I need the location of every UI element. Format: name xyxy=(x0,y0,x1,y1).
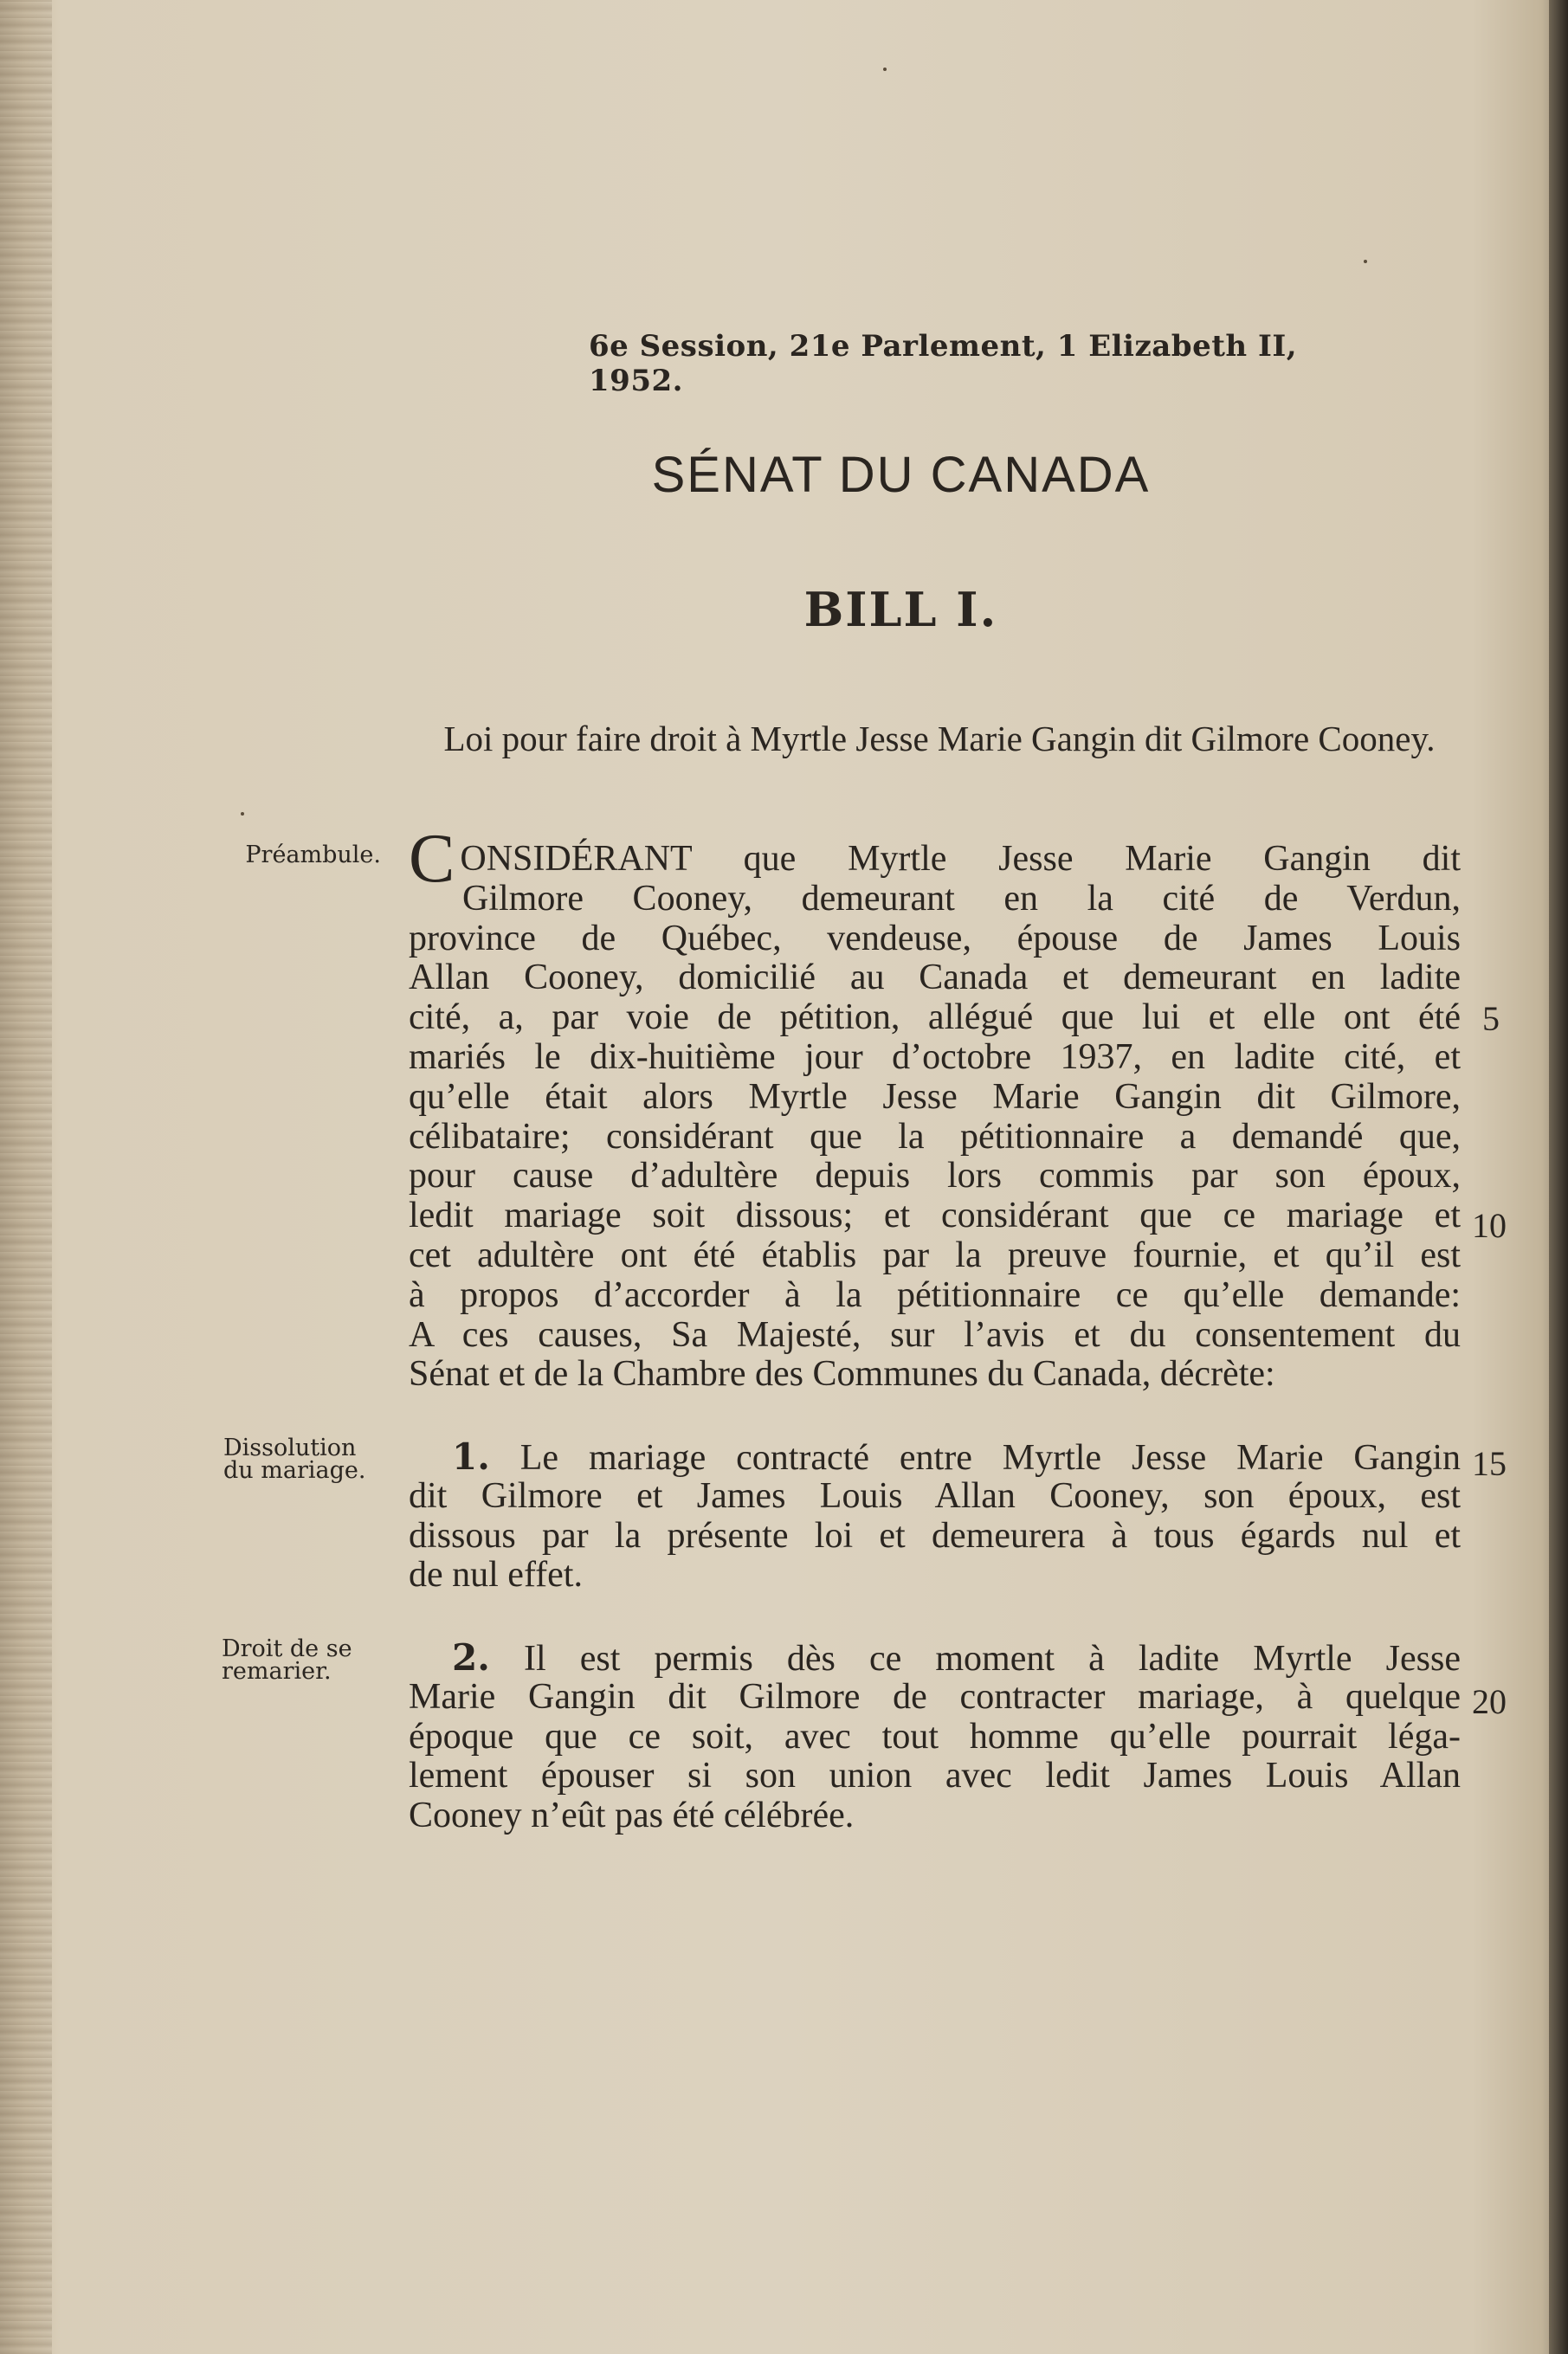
article-1-number: 1. xyxy=(452,1435,490,1478)
margin-note-remarry xyxy=(222,1635,386,1685)
session-header: 6e Session, 21e Parlement, 1 Elizabeth II, 1952. xyxy=(589,329,1298,398)
article-1-line: de nul effet. xyxy=(409,1555,583,1596)
article-2 xyxy=(409,1638,1461,1836)
preamble-line: Allan Cooney, domicilié au Canada et demeurant en ladite xyxy=(409,958,1461,998)
bill-subtitle: Loi pour faire droit à Myrtle Jesse Marie Gangin dit Gilmore Cooney. xyxy=(443,719,1436,758)
line-number: 10 xyxy=(1472,1206,1507,1245)
article-1-line: dit Gilmore et James Louis Allan Cooney, son époux, est xyxy=(409,1475,1461,1516)
article-2-line xyxy=(409,1638,1461,1678)
bill-title: BILL I. xyxy=(803,582,998,637)
preamble-line: célibataire; considérant que la pétitionnaire a demandé que, xyxy=(409,1116,1461,1157)
margin-note-dissolution-line: du mariage. xyxy=(223,1457,366,1484)
preamble-line: qu’elle était alors Myrtle Jesse Marie Gangin dit Gilmore, xyxy=(409,1076,1461,1117)
preamble-line-text: ONSIDÉRANT que Myrtle Jesse Marie Gangin dit xyxy=(460,839,1461,879)
preamble-line: à propos d’accorder à la pétitionnaire ce qu’elle demande: xyxy=(409,1274,1461,1315)
preamble-line: cité, a, par voie de pétition, allégué que lui et elle ont été xyxy=(409,997,1461,1038)
article-2-line: Cooney n’eût pas été célébrée. xyxy=(409,1796,855,1836)
article-1 xyxy=(409,1437,1461,1596)
article-1-line: dissous par la présente loi et demeurera à tous égards nul et xyxy=(409,1515,1461,1556)
margin-note-dissolution xyxy=(223,1437,388,1482)
preamble-line: ledit mariage soit dissous; et considérant que ce mariage et xyxy=(409,1196,1461,1236)
paper-speck xyxy=(883,68,887,71)
article-2-line: époque que ce soit, avec tout homme qu’elle pourrait léga- xyxy=(409,1716,1461,1757)
article-2-line: Marie Gangin dit Gilmore de contracter mariage, à quelque xyxy=(409,1676,1461,1717)
preamble-line: A ces causes, Sa Majesté, sur l’avis et du consentement du xyxy=(409,1314,1461,1355)
preamble-line: mariés le dix-huitième jour d’octobre 1937, en ladite cité, et xyxy=(409,1036,1461,1077)
preamble-line: Gilmore Cooney, demeurant en la cité de Verdun, xyxy=(462,878,1461,919)
dropcap: C xyxy=(409,821,455,897)
margin-note-dissolution-line: Dissolution xyxy=(223,1435,357,1461)
line-number: 5 xyxy=(1482,999,1500,1038)
preamble-line: pour cause d’adultère depuis lors commis par son époux, xyxy=(409,1156,1461,1196)
article-1-line-text: Le mariage contracté entre Myrtle Jesse Marie Gangin xyxy=(519,1438,1461,1478)
article-2-line: lement épouser si son union avec ledit James Louis Allan xyxy=(409,1756,1461,1796)
margin-note-remarry-line: remarier. xyxy=(222,1658,332,1685)
line-number: 20 xyxy=(1472,1682,1507,1721)
paper-speck xyxy=(1364,260,1367,263)
article-2-number: 2. xyxy=(452,1636,490,1679)
article-1-line xyxy=(409,1437,1461,1477)
preamble-line: Sénat et de la Chambre des Communes du Canada, décrète: xyxy=(409,1354,1275,1395)
line-number: 15 xyxy=(1472,1444,1507,1483)
preamble-paragraph xyxy=(409,821,1461,1395)
paper-speck xyxy=(241,812,244,816)
margin-note-remarry-line: Droit de se xyxy=(222,1635,352,1662)
senate-title: SÉNAT DU CANADA xyxy=(651,447,1151,503)
preamble-line: cet adultère ont été établis par la preuve fournie, et qu’il est xyxy=(409,1235,1461,1275)
margin-note-preamble: Préambule. xyxy=(245,842,381,868)
preamble-line xyxy=(409,821,1461,897)
article-2-line-text: Il est permis dès ce moment à ladite Myrtle Jesse xyxy=(523,1639,1461,1679)
preamble-line: province de Québec, vendeuse, épouse de James Louis xyxy=(409,918,1461,958)
